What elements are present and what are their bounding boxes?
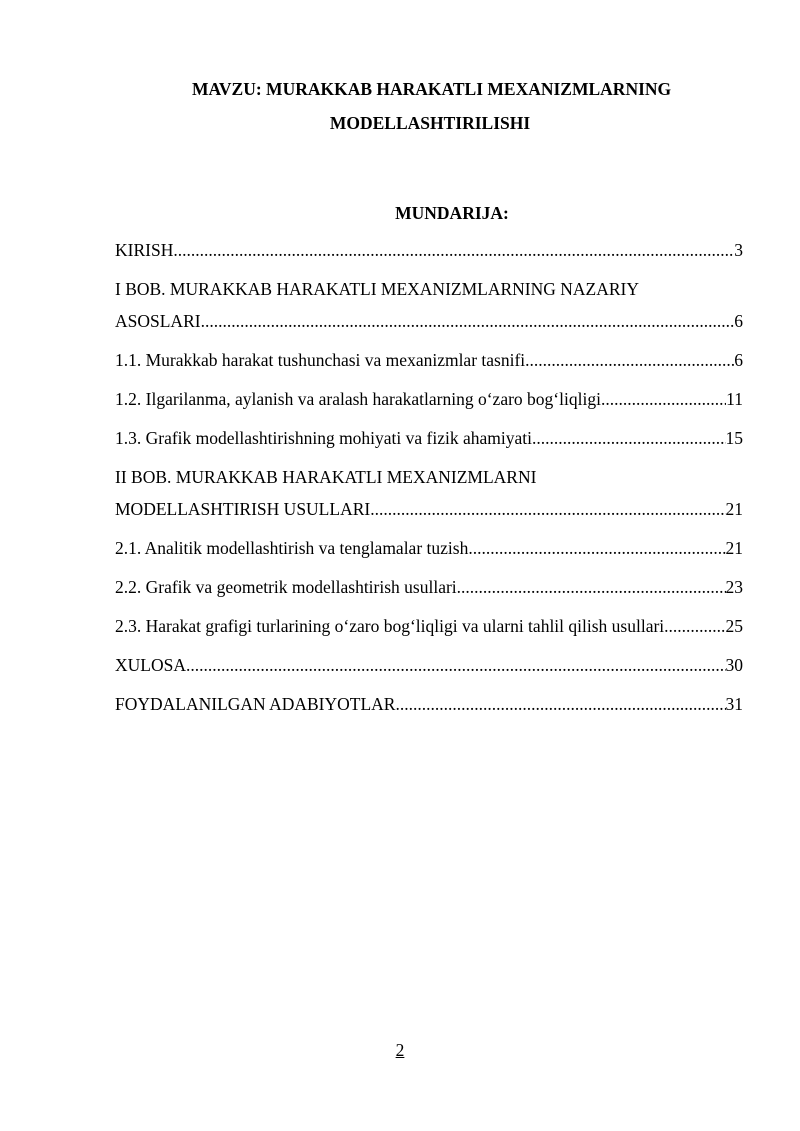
leader-dots [601, 385, 726, 413]
toc-entry-label-line-1: II BOB. MURAKKAB HARAKATLI MEXANIZMLARNI [115, 467, 537, 487]
leader-dots [525, 346, 734, 374]
page-number: 2 [395, 1040, 405, 1060]
toc-entry-page: 6 [734, 350, 743, 370]
toc-entry-label: 2.3. Harakat grafigi turlarining o‘zaro bog‘liqligi va ularni tahlil qilish usullari [115, 616, 665, 636]
toc-entry-2-2 [115, 573, 743, 601]
leader-dots [186, 651, 726, 679]
toc-entry-adabiyotlar [115, 690, 743, 718]
leader-dots [457, 573, 726, 601]
leader-dots [468, 534, 725, 562]
toc-entry-page: 25 [725, 616, 743, 636]
toc-entry-label: 2.2. Grafik va geometrik modellashtirish usullari [115, 577, 457, 597]
toc-entry-page: 6 [734, 311, 743, 331]
toc-entry-label: 1.2. Ilgarilanma, aylanish va aralash harakatlarning o‘zaro bog‘liqligi [115, 389, 601, 409]
table-of-contents [115, 236, 743, 729]
toc-entry-label: 1.3. Grafik modellashtirishning mohiyati va fizik ahamiyati [115, 428, 532, 448]
leader-dots [664, 612, 725, 640]
toc-entry-kirish [115, 236, 743, 264]
toc-entry-2-1 [115, 534, 743, 562]
leader-dots [173, 236, 734, 264]
toc-entry-label: 2.1. Analitik modellashtirish va tenglamalar tuzish [115, 538, 469, 558]
toc-entry-label: MODELLASHTIRISH USULLARI [115, 499, 371, 519]
leader-dots [370, 495, 725, 523]
toc-entry-page: 21 [725, 499, 743, 519]
toc-entry-label: ASOSLARI [115, 311, 201, 331]
toc-entry-page: 15 [725, 428, 743, 448]
toc-entry-chapter-1 [115, 275, 743, 335]
toc-entry-xulosa [115, 651, 743, 679]
toc-entry-2-3 [115, 612, 743, 640]
leader-dots [532, 424, 726, 452]
toc-entry-1-1 [115, 346, 743, 374]
toc-entry-chapter-2 [115, 463, 743, 523]
document-title-line-2: MODELLASHTIRILISHI [329, 113, 531, 133]
toc-entry-page: 23 [725, 577, 743, 597]
toc-entry-label: KIRISH [115, 240, 174, 260]
toc-entry-page: 21 [725, 538, 743, 558]
toc-entry-1-2 [115, 385, 743, 413]
toc-entry-page: 31 [725, 694, 743, 714]
leader-dots [201, 307, 735, 335]
toc-entry-page: 11 [726, 389, 743, 409]
toc-entry-1-3 [115, 424, 743, 452]
toc-entry-label: 1.1. Murakkab harakat tushunchasi va mexanizmlar tasnifi [115, 350, 526, 370]
toc-entry-page: 3 [734, 240, 743, 260]
leader-dots [395, 690, 725, 718]
toc-entry-label: FOYDALANILGAN ADABIYOTLAR [115, 694, 396, 714]
toc-entry-label: XULOSA [115, 655, 186, 675]
toc-heading: MUNDARIJA: [395, 203, 509, 223]
toc-entry-label-line-1: I BOB. MURAKKAB HARAKATLI MEXANIZMLARNING NAZARIY [115, 279, 640, 299]
document-title-line-1: MAVZU: MURAKKAB HARAKATLI MEXANIZMLARNING [192, 79, 672, 99]
toc-entry-page: 30 [725, 655, 743, 675]
